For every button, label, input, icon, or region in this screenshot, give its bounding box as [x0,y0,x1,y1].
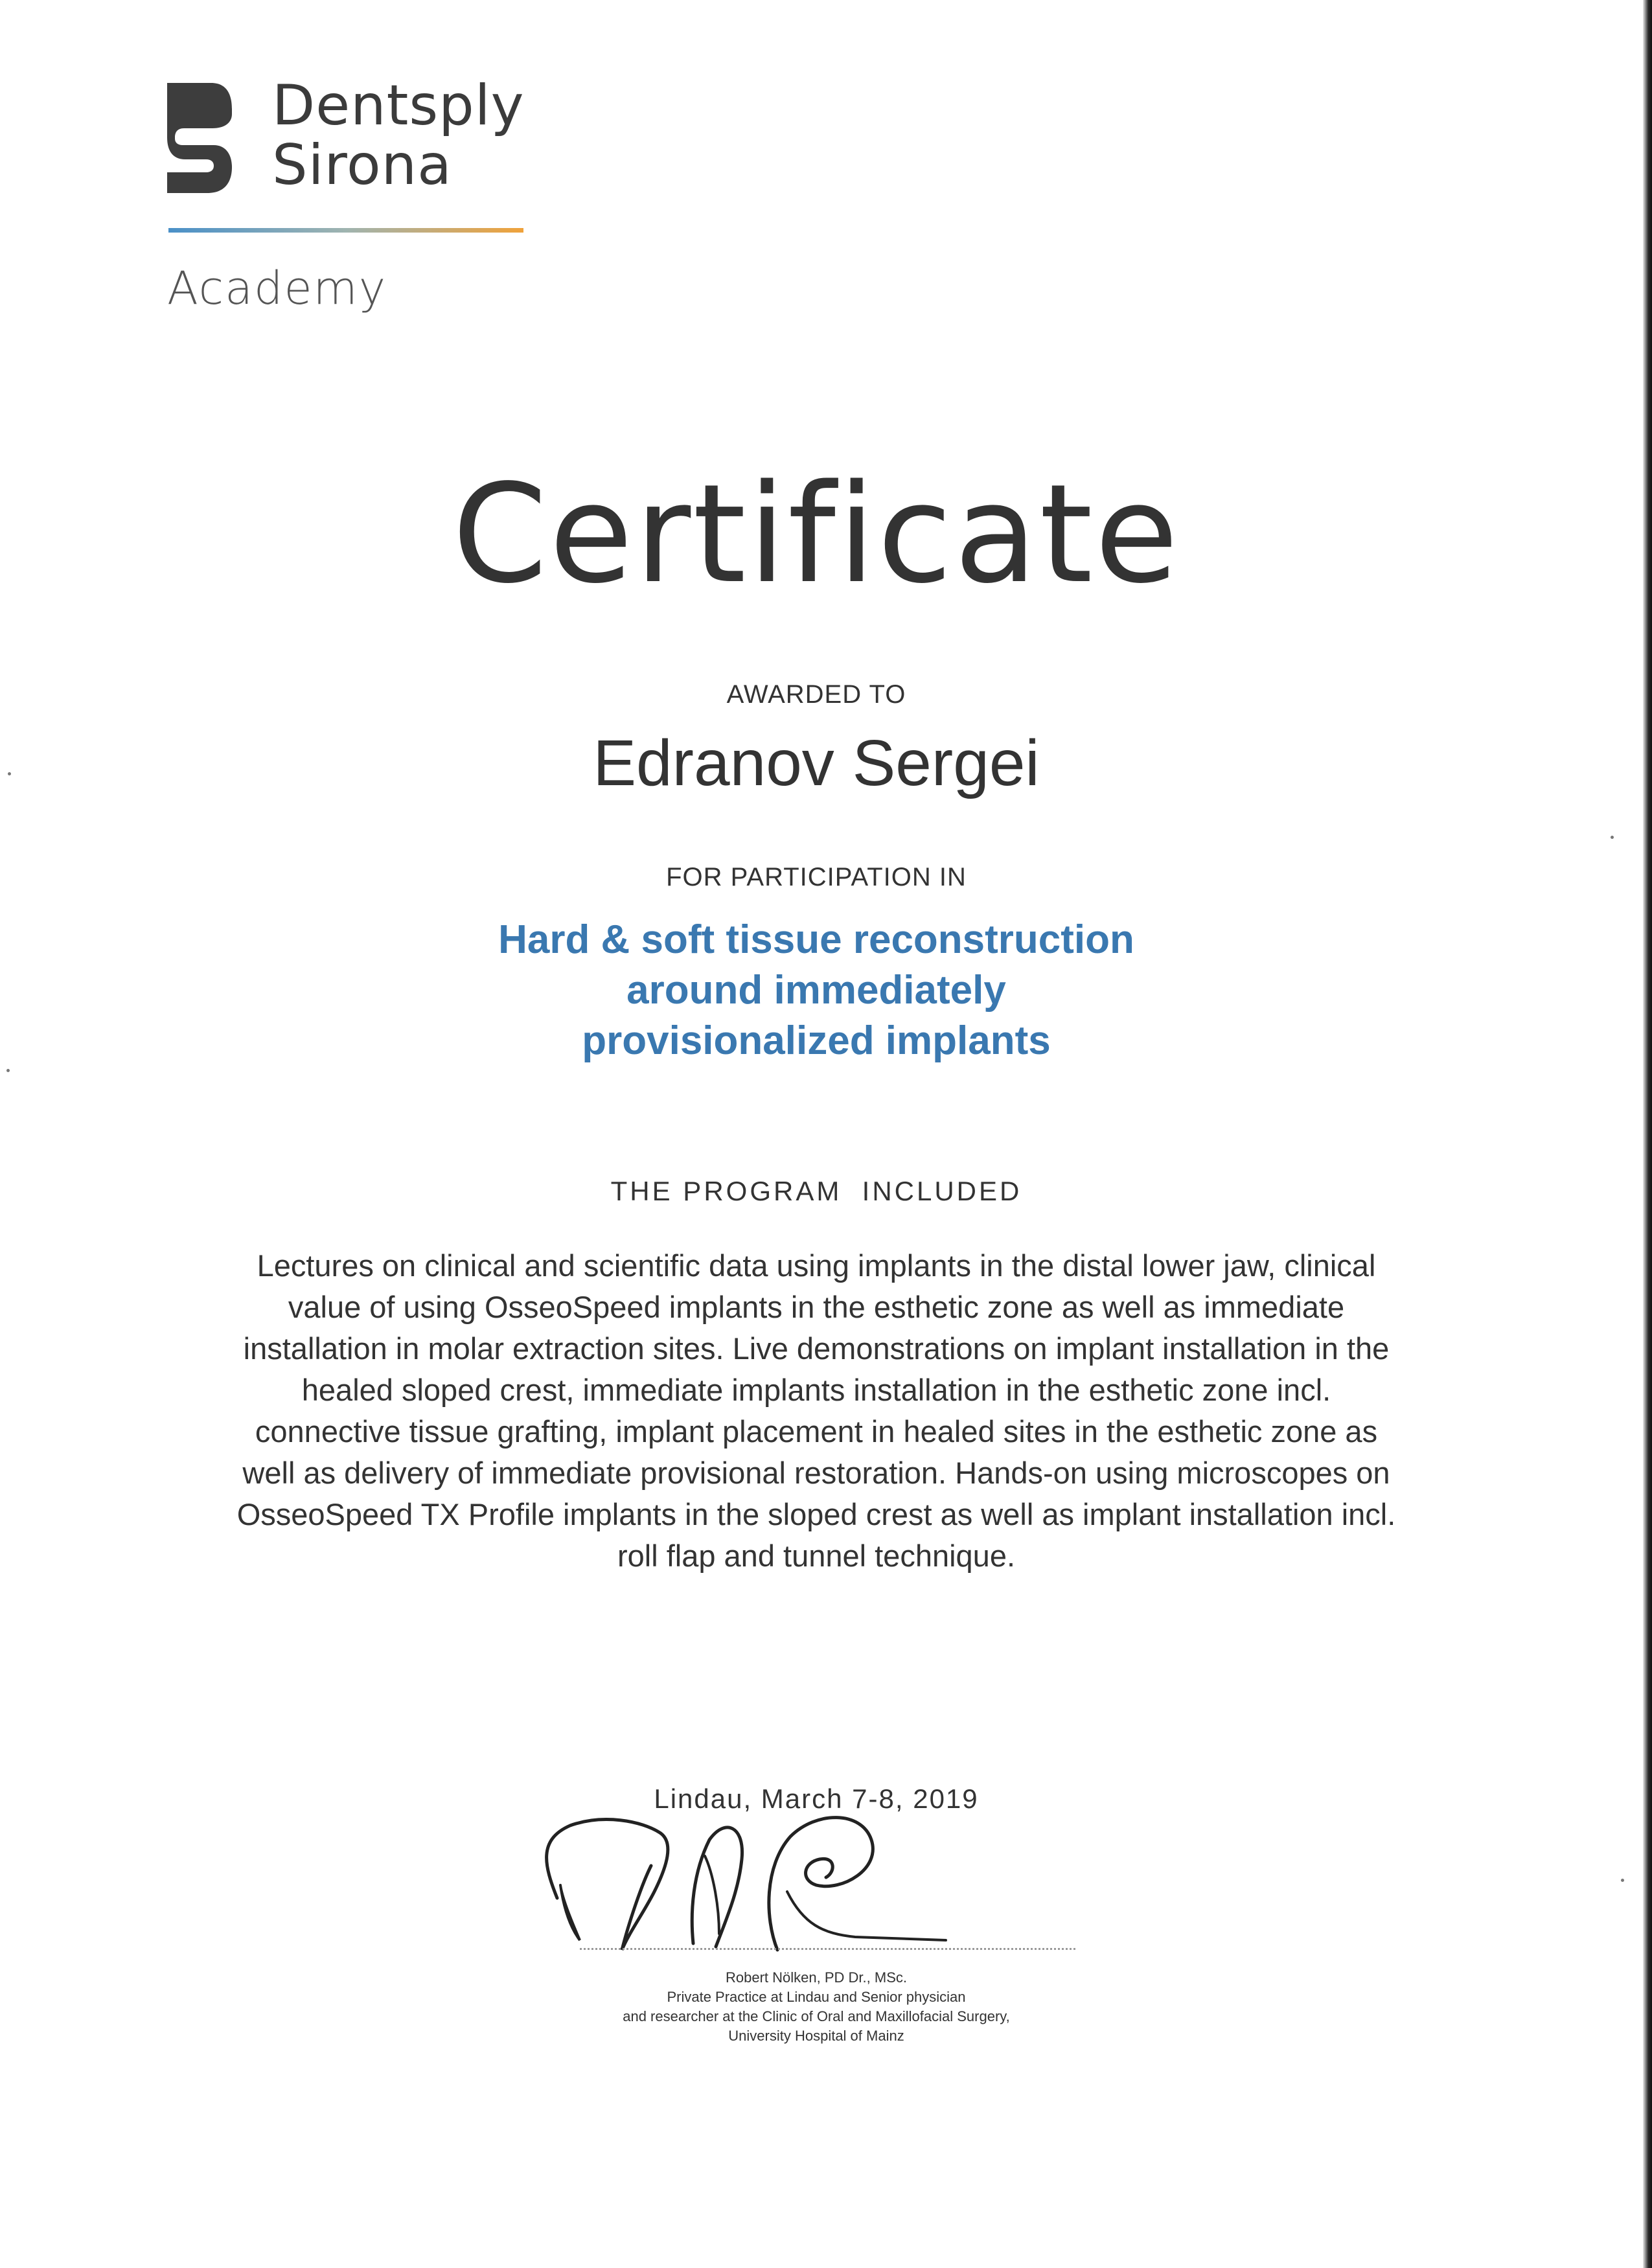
signatory-title-line: and researcher at the Clinic of Oral and Maxillofacial Surgery, [623,2008,1010,2024]
course-title-line: provisionalized implants [582,1018,1051,1063]
signatory-title-line: Private Practice at Lindau and Senior physician [667,1989,966,2005]
signatory-name: Robert Nölken, PD Dr., MSc. [726,1969,907,1986]
program-line: value of using OsseoSpeed implants in the esthetic zone as well as immediate [288,1290,1345,1324]
course-title [0,915,1633,1066]
program-line: roll flap and tunnel technique. [617,1539,1016,1573]
signatory-block [0,1968,1633,2046]
certificate-title: Certificate [452,455,1180,613]
program-line: healed sloped crest, immediate implants installation in the esthetic zone incl. [301,1373,1331,1407]
program-line: installation in molar extraction sites. Live demonstrations on implant installation in the [243,1331,1390,1366]
place-and-date: Lindau, March 7-8, 2019 [654,1783,979,1814]
recipient-name: Edranov Sergei [593,727,1040,799]
brand-name-line2: Sirona [272,133,452,198]
program-line: connective tissue grafting, implant placement in healed sites in the esthetic zone as [255,1414,1378,1449]
program-line: well as delivery of immediate provisional restoration. Hands-on using microscopes on [242,1456,1390,1490]
participation-label: FOR PARTICIPATION IN [666,863,967,891]
program-heading: THE PROGRAM INCLUDED [610,1176,1022,1206]
brand-gradient-rule [168,228,523,233]
program-line: Lectures on clinical and scientific data using implants in the distal lower jaw, clinical [257,1248,1376,1283]
brand-logo [167,73,530,324]
dentsply-sirona-logo-icon [167,83,232,193]
scan-edge-shadow [1643,0,1652,2268]
handwritten-signature [531,1794,959,1963]
signature-line [580,1948,1075,1950]
program-description [0,1245,1633,1577]
brand-name-line1: Dentsply [272,73,525,138]
scan-speck [6,1069,10,1072]
scan-speck [1611,836,1614,839]
signatory-title-line: University Hospital of Mainz [728,2028,904,2044]
academy-label: Academy [167,262,387,315]
program-line: OsseoSpeed TX Profile implants in the sloped crest as well as implant installation incl. [236,1497,1396,1531]
awarded-to-label: AWARDED TO [726,680,906,709]
scan-speck [1621,1879,1624,1882]
course-title-line: around immediately [626,968,1006,1013]
course-title-line: Hard & soft tissue reconstruction [498,917,1134,962]
